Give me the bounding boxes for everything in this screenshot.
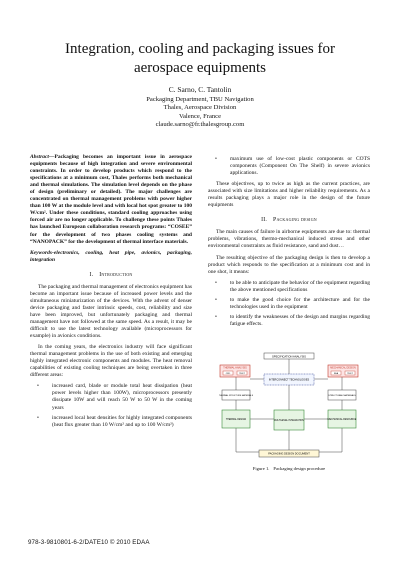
design-paragraph-1: The main causes of failure in airborne equipments are due to: thermal problems, vibrations, thermo-mechanical induced stress and other environmental constraints as fluid resistance, sand and dust… — [208, 229, 370, 250]
box-thermal-design: THERMAL DESIGN — [225, 418, 247, 421]
box-cfd: CFD — [225, 373, 231, 375]
box-thermal-structure-materials: THERMAL STRUCTURE MATERIALS — [218, 394, 254, 397]
section-heading-packaging-design — [208, 217, 370, 224]
design-bullet-list — [208, 280, 370, 328]
box-mechanical-design: MECHANICAL DESIGN — [330, 366, 356, 370]
section-number: I. — [89, 271, 94, 278]
keywords: Keywords-electronics, cooling, heat pipe, avionics, packaging, integration — [30, 249, 192, 263]
box-multilevel-integration: MULTILEVEL INTEGRATION — [274, 419, 304, 422]
right-column — [208, 154, 370, 332]
list-item: • to make the good choice for the architecture and for the technologies used in the equipment — [208, 297, 370, 311]
list-item: • increased local heat densities for highly integrated components (heat flux greater than 10 W/cm² and up to 100 W/cm²) — [30, 415, 192, 429]
box-packaging-design-document: PACKAGING DESIGN DOCUMENT — [268, 452, 310, 456]
packaging-design-figure — [214, 352, 364, 464]
box-structural-materials: STRUCTURAL MATERIALS — [328, 394, 356, 397]
section-title: Introduction — [99, 271, 133, 278]
box-mechanical-resource: MECHANICAL RESOURCE — [327, 418, 357, 421]
flow-diagram — [214, 352, 364, 464]
intro-paragraph-2: In the coming years, the electronics industry will face significant thermal management problems in the use of both existing and emerging highly integrated electronic components and modules. The heat removal capabilities of existing cooling techniques are being overtaken in three different areas: — [30, 344, 192, 379]
objectives-paragraph: These objectives, up to twice as high as the current practices, are associated with size limitations and higher reliability requirements. As a results packaging plays a major role in the design of the future equipments — [208, 181, 370, 209]
author-affiliation-2: Thales, Aerospace Division — [163, 104, 237, 112]
list-item: • increased card, blade or module total heat dissipation (heat power levels higher than 100W), microprocessors presently dissipate 10W and will reach 50 W to 50 W in the coming years — [30, 383, 192, 411]
box-interconnect-technologies: INTERCONNECT TECHNOLOGIES — [268, 378, 310, 382]
box-test-thermal: TEST — [239, 373, 245, 375]
author-affiliation-1: Packaging Department, TBU Navigation — [146, 95, 254, 103]
section-heading-introduction — [30, 272, 192, 279]
continued-bullet-list — [208, 156, 370, 177]
footer-copyright: 978-3-9810801-6-2/DATE10 © 2010 EDAA — [28, 539, 150, 546]
figure-label: Figure 1. — [252, 466, 270, 471]
abstract-label: Abstract — [30, 154, 49, 160]
list-item: • to be able to anticipate the behavior of the equipment regarding the above mentioned specifications — [208, 280, 370, 294]
abstract — [30, 154, 192, 246]
figure-caption-text: Packaging design procedure — [273, 466, 326, 471]
paper-title: Integration, cooling and packaging issues for aerospace equipments — [65, 41, 335, 76]
box-fea: FEA — [333, 373, 339, 375]
abstract-text: —Packaging becomes an important issue in aerospace equipments because of high integration and severe environmental constraints. In order to develop products which respond to the specifications at a minimum cost, Thales performs both mechanical and thermal simulations. The simulation level depends on the phase of design (preliminary or detailed). The major challenges are concentrated on thermal management problems with power higher than 100 W at the module level and with local hot spot greater to 100 W/cm². Under these conditions, standard cooling approaches using forced air are no longer applicable. To challenge these points Thales has launched European collaboration research programs: “COSEE” for the development of two phases cooling systems and “NANOPACK” for the development of thermal interface materials. — [30, 154, 192, 245]
box-test-mechanical: TEST — [347, 373, 353, 375]
author-email: claude.sarno@fr.thalesgroup.com — [155, 121, 245, 129]
box-specification: SPECIFICATION ANALYSIS — [272, 355, 306, 359]
list-item: • to identify the weaknesses of the design and margins regarding fatigue effects. — [208, 314, 370, 328]
list-item: • maximum use of low-cost plastic components or COTS components (Component On The Shelf) in severe avionics applications. — [208, 156, 370, 177]
author-affiliation-3: Valence, France — [178, 112, 222, 120]
box-thermal-analysis: THERMAL ANALYSIS — [223, 366, 247, 370]
author-block — [100, 86, 300, 130]
section-number: II. — [261, 217, 268, 224]
intro-bullet-list — [30, 383, 192, 428]
design-paragraph-2: The resulting objective of the packaging design is then to develop a product which responds to the specification at a minimum cost and in one shot, it means: — [208, 254, 370, 275]
figure-caption — [214, 466, 364, 471]
author-names: C. Sarno, C. Tantolin — [168, 85, 232, 94]
intro-paragraph-1: The packaging and thermal management of electronics equipment has become an important issue because of increased power levels and the simultaneous miniaturization of the devices. With the advent of denser device packaging and faster intrinsic speeds, cost, reliability and size have been improved, but unfortunately packaging and thermal management have not followed at the same speed. As a result, it may be difficult to use the latest technology available (microprocessors for example) in avionics conditions. — [30, 283, 192, 340]
section-title: Packaging design — [273, 217, 317, 224]
left-column — [30, 154, 192, 433]
